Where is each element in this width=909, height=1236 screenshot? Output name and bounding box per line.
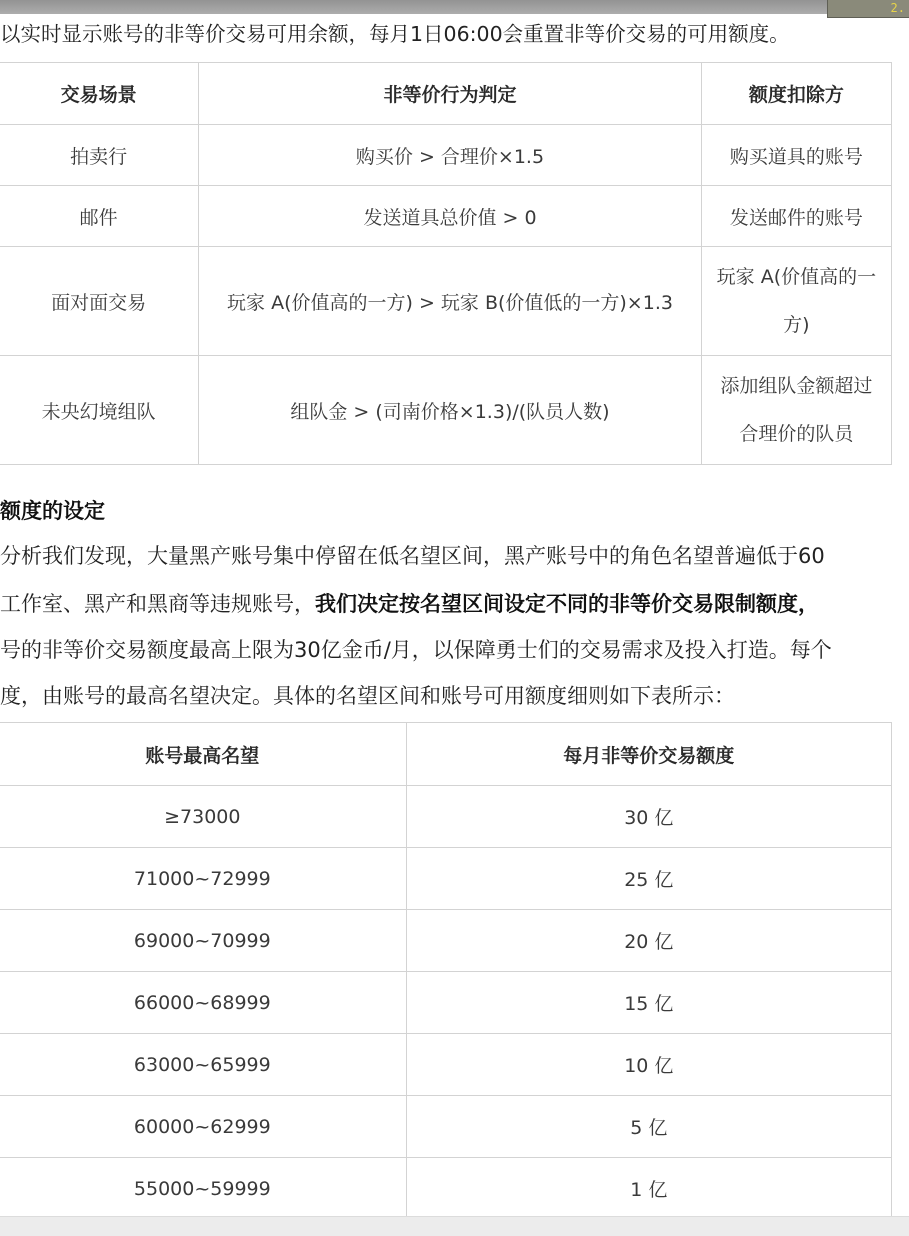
cell-quota: 5 亿 <box>406 1096 891 1158</box>
table-row <box>0 910 892 972</box>
cell-reputation: 60000~62999 <box>0 1096 406 1158</box>
paragraph-line: 分析我们发现，大量黑产账号集中停留在低名望区间，黑产账号中的角色名望普遍低于60 <box>0 544 825 568</box>
bottom-scroll-area <box>0 1216 909 1236</box>
cell-quota: 10 亿 <box>406 1034 891 1096</box>
cell-deduction: 玩家 A(价值高的一方) <box>701 247 891 356</box>
cell-judgement: 购买价 > 合理价×1.5 <box>199 125 702 186</box>
cell-reputation: ≥73000 <box>0 786 406 848</box>
cell-deduction: 发送邮件的账号 <box>701 186 891 247</box>
column-header-scenario: 交易场景 <box>0 63 199 125</box>
intro-line: 以实时显示账号的非等价交易可用余额，每月1日06:00会重置非等价交易的可用额度。 <box>0 22 790 46</box>
cell-reputation: 69000~70999 <box>0 910 406 972</box>
cell-reputation: 63000~65999 <box>0 1034 406 1096</box>
cell-deduction: 购买道具的账号 <box>701 125 891 186</box>
paragraph-text: 工作室、黑产和黑商等违规账号， <box>0 592 315 616</box>
section-heading: 额度的设定 <box>0 499 105 523</box>
trade-scenario-table <box>0 62 892 465</box>
table-row <box>0 186 892 247</box>
table-row <box>0 972 892 1034</box>
cell-judgement: 组队金 > (司南价格×1.3)/(队员人数) <box>199 356 702 465</box>
cell-reputation: 66000~68999 <box>0 972 406 1034</box>
cell-scenario: 面对面交易 <box>0 247 199 356</box>
cell-scenario: 邮件 <box>0 186 199 247</box>
table-row <box>0 1096 892 1158</box>
table-header-row <box>0 63 892 125</box>
column-header-quota: 每月非等价交易额度 <box>406 723 891 786</box>
table-row <box>0 1158 892 1220</box>
paragraph-line: 度，由账号的最高名望决定。具体的名望区间和账号可用额度细则如下表所示： <box>0 684 735 708</box>
paragraph-line <box>0 585 909 623</box>
column-header-reputation: 账号最高名望 <box>0 723 406 786</box>
table-header-row <box>0 723 892 786</box>
cell-quota: 30 亿 <box>406 786 891 848</box>
corner-badge <box>827 0 909 18</box>
column-header-judgement: 非等价行为判定 <box>199 63 702 125</box>
cell-quota: 20 亿 <box>406 910 891 972</box>
table-row <box>0 356 892 465</box>
table-row <box>0 786 892 848</box>
cell-scenario: 未央幻境组队 <box>0 356 199 465</box>
paragraph-line: 号的非等价交易额度最高上限为30亿金币/月，以保障勇士们的交易需求及投入打造。每个 <box>0 638 832 662</box>
cell-reputation: 71000~72999 <box>0 848 406 910</box>
cell-judgement: 玩家 A(价值高的一方) > 玩家 B(价值低的一方)×1.3 <box>199 247 702 356</box>
corner-badge-text: 2. <box>890 1 905 15</box>
cell-deduction: 添加组队金额超过合理价的队员 <box>701 356 891 465</box>
table-row <box>0 848 892 910</box>
cell-quota: 15 亿 <box>406 972 891 1034</box>
cell-reputation: 55000~59999 <box>0 1158 406 1220</box>
cell-quota: 25 亿 <box>406 848 891 910</box>
reputation-quota-table <box>0 722 892 1220</box>
table-row <box>0 247 892 356</box>
table-row <box>0 125 892 186</box>
previous-line-fragment <box>0 0 909 14</box>
cell-judgement: 发送道具总价值 > 0 <box>199 186 702 247</box>
cell-quota: 1 亿 <box>406 1158 891 1220</box>
column-header-deduction: 额度扣除方 <box>701 63 891 125</box>
cell-scenario: 拍卖行 <box>0 125 199 186</box>
table-row <box>0 1034 892 1096</box>
paragraph-bold-text: 我们决定按名望区间设定不同的非等价交易限制额度， <box>315 592 819 616</box>
